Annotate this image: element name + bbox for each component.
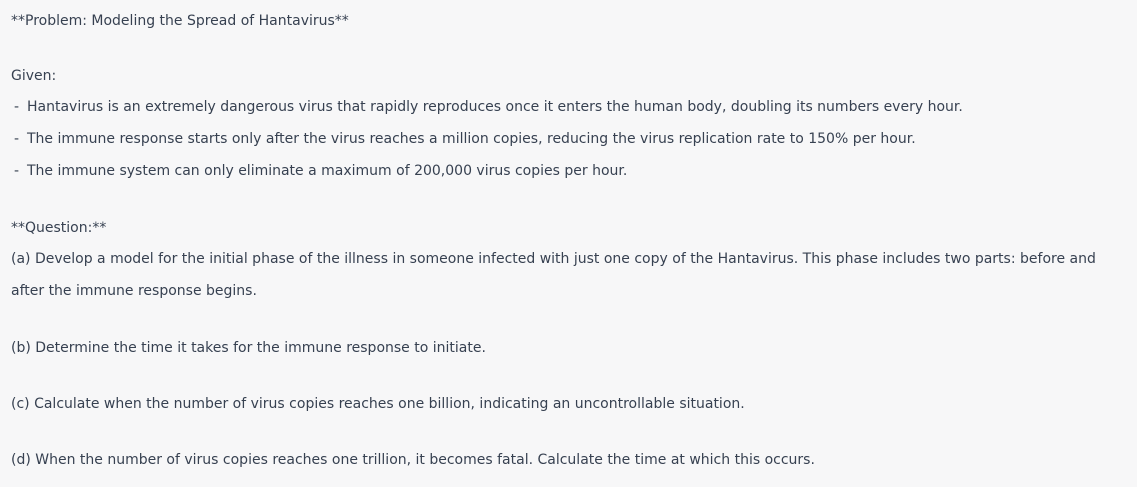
question-d: (d) When the number of virus copies reaches one trillion, it becomes fatal. Calculate the time at which this occurs. [11, 452, 815, 468]
given-item-1 [14, 97, 963, 117]
given-item-text: The immune system can only eliminate a maximum of 200,000 virus copies per hour. [27, 163, 628, 179]
question-a: (a) Develop a model for the initial phase of the illness in someone infected with just one copy of the Hantavirus. This phase includes two parts: before and after the immune response begins. [11, 251, 1096, 299]
given-label: Given: [11, 68, 57, 84]
bullet-marker: - [14, 163, 20, 179]
given-item-3 [14, 161, 627, 181]
bullet-marker: - [14, 131, 20, 147]
bullet-marker: - [14, 99, 20, 115]
question-label: **Question:** [11, 220, 107, 236]
question-c: (c) Calculate when the number of virus copies reaches one billion, indicating an uncontrollable situation. [11, 396, 745, 412]
given-item-text: The immune response starts only after the virus reaches a million copies, reducing the virus replication rate to 150% per hour. [27, 131, 916, 147]
given-item-2 [14, 129, 916, 149]
given-item-text: Hantavirus is an extremely dangerous virus that rapidly reproduces once it enters the human body, doubling its numbers every hour. [27, 99, 963, 115]
problem-title: **Problem: Modeling the Spread of Hantavirus** [11, 13, 349, 29]
question-b: (b) Determine the time it takes for the immune response to initiate. [11, 340, 486, 356]
